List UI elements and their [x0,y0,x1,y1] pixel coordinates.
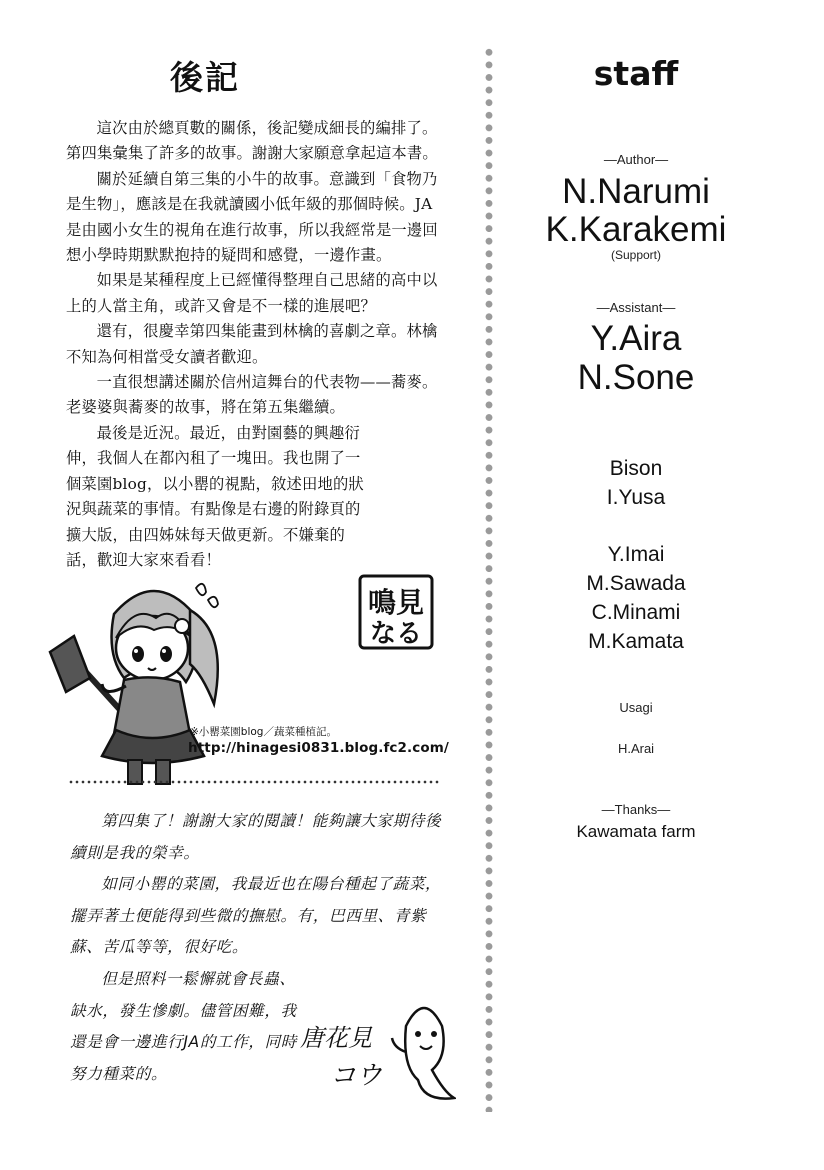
staff-name: Bison [609,457,663,480]
author-name: K.Karakemi [545,210,727,249]
dotted-separator [68,780,440,784]
staff-name: M.Kamata [588,630,684,653]
svg-text:鳴見: 鳴見 [367,586,425,619]
second-note-paragraph: 第四集了！謝謝大家的閱讀！能夠讓大家期待後續則是我的榮幸。 [70,812,442,862]
author-support-note: (Support) [610,248,662,262]
second-note-paragraph: 如同小罌的菜園，我最近也在陽台種起了蔬菜，擺弄著土便能得到些微的撫慰。有，巴西里、青紫蘇、苦瓜等等，很好吃。 [70,875,442,957]
signature-name-line: コウ [330,1061,383,1091]
staff-name: Usagi [619,700,653,715]
author-label: —Author— [603,152,669,167]
second-author-signature [296,996,456,1106]
staff-name: M.Sawada [586,572,686,595]
svg-text:なる: なる [369,619,423,649]
assistant-label: —Assistant— [596,300,676,315]
author-signature-seal [356,572,436,652]
chibi-girl-with-hoe-illustration [44,574,240,792]
blog-note: ※小罌菜園blog／蔬菜種植記。 [190,726,337,738]
afterword-body [66,116,444,573]
author-name: N.Narumi [562,172,710,211]
staff-name: H.Arai [617,741,655,756]
second-note-paragraph: 但是照料一鬆懈就會長蟲、缺水，發生慘劇。儘管困難，我還是會一邊進行JA的工作，同時努力種菜的。 [70,969,297,1083]
afterword-paragraph: 這次由於總頁數的關係，後記變成細長的編排了。第四集彙集了許多的故事。謝謝大家願意拿起這本書。 [66,119,438,163]
signature-name-line: 唐花見 [300,1024,372,1052]
blog-url-link[interactable]: http://hinagesi0831.blog.fc2.com/ [188,740,449,756]
afterword-paragraph: 關於延續自第三集的小牛的故事。意識到「食物乃是生物」，應該是在我就讀國小低年級的那個時候。JA是由國小女生的視角在進行故事，所以我經常是一邊回想小學時期默默抱持的疑問和感覺，一邊作畫。 [66,169,438,265]
assistant-name: N.Sone [577,358,695,397]
column-divider [484,46,494,1112]
staff-title: staff [593,54,679,93]
staff-name: Y.Imai [607,543,665,566]
afterword-paragraph: 如果是某種程度上已經懂得整理自己思緒的高中以上的人當主角，或許又會是不一樣的進展吧？ [66,271,438,315]
staff-name: I.Yusa [606,486,666,509]
staff-name: C.Minami [591,601,681,624]
afterword-paragraph: 一直很想講述關於信州這舞台的代表物——蕎麥。老婆婆與蕎麥的故事，將在第五集繼續。 [66,373,438,417]
afterword-title: 後記 [170,58,240,97]
afterword-paragraph: 最後是近況。最近，由對園藝的興趣衍伸，我個人在都內租了一塊田。我也開了一個菜園blog，以小罌的視點，敘述田地的狀況與蔬菜的事情。有點像是右邊的附錄頁的擴大版，由四姊妹每天做更新。不嫌棄的話，歡迎大家來看看！ [66,423,364,569]
afterword-paragraph: 還有，很慶幸第四集能畫到林檎的喜劇之章。林檎不知為何相當受女讀者歡迎。 [66,322,438,366]
thanks-name: Kawamata farm [576,822,696,841]
thanks-label: —Thanks— [601,802,671,817]
assistant-name: Y.Aira [590,319,682,358]
